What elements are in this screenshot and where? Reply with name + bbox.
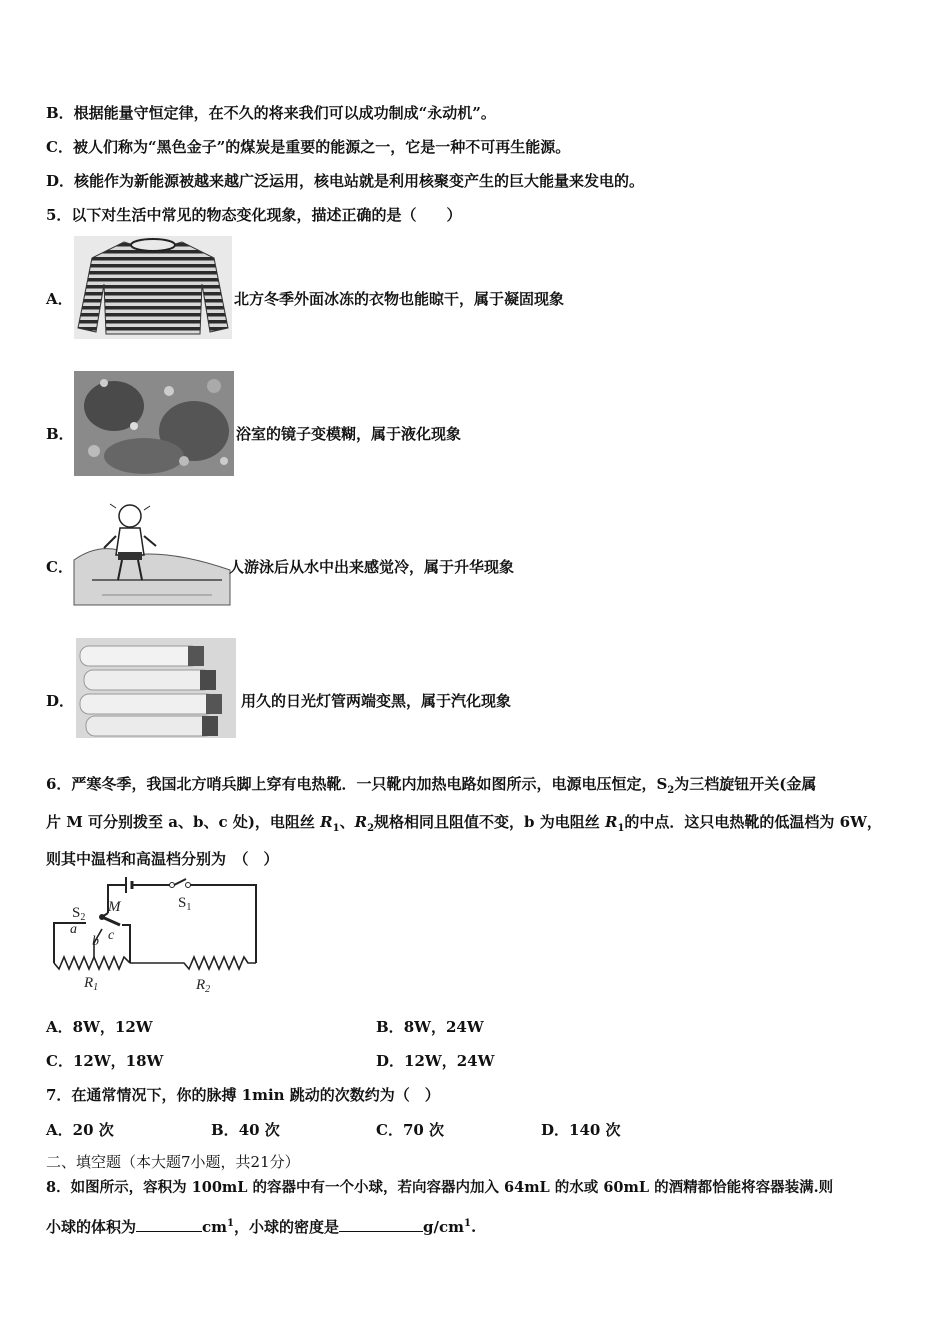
q7-answer-c: C．70 次 — [376, 1121, 445, 1139]
q7-answer-b: B．40 次 — [211, 1121, 280, 1139]
q7-stem: 7．在通常情况下，你的脉搏 1min 跳动的次数约为（ ） — [46, 1086, 440, 1104]
circuit-label-s1: S — [178, 895, 187, 911]
q6-answer-a: A．8W，12W — [46, 1018, 153, 1036]
circuit-label-c: c — [108, 928, 115, 943]
fluorescent-tubes-image — [76, 638, 236, 738]
q6-line-2: 片 M 可分别拨至 a、b、c 处)，电阻丝 $R_1$、$R_2$规格相同且阻值不变，b 为电阻丝 $R_1$的中点．这只电热靴的低温档为 6W， — [46, 813, 882, 834]
svg-text:S2: $S_2$ — [72, 905, 86, 923]
q5-option-a-text: 北方冬季外面冰冻的衣物也能晾干，属于凝固现象 — [234, 290, 565, 308]
q5-stem: 5．以下对生活中常见的物态变化现象，描述正确的是（ ） — [46, 206, 462, 224]
q6-answer-c: C．12W，18W — [46, 1052, 164, 1070]
q5-option-b-letter: B． — [46, 425, 74, 443]
q8-line-1: 8．如图所示，容积为 100mL 的容器中有一个小球，若向容器内加入 64mL 的水或 60mL 的酒精都恰能将容器装满.则 — [46, 1179, 834, 1196]
circuit-label-a: a — [70, 922, 77, 937]
svg-text:R1: $R_1$ — [84, 975, 99, 993]
q4-option-d: D．核能作为新能源被越来越广泛运用，核电站就是利用核聚变产生的巨大能量来发电的。 — [46, 172, 645, 190]
circuit-label-s2: S — [72, 905, 81, 921]
swimmer-cartoon-image — [72, 500, 232, 607]
circuit-label-b: b — [92, 934, 99, 949]
section-2-heading: 二、填空题（本大题7小题，共21分） — [46, 1153, 300, 1171]
q7-answer-d: D．140 次 — [541, 1121, 621, 1139]
q5-option-c-text: 人游泳后从水中出来感觉冷，属于升华现象 — [229, 558, 515, 576]
svg-text:S1: $S_1$ — [178, 895, 192, 913]
foggy-mirror-image — [74, 371, 234, 476]
q5-option-a-letter: A． — [46, 290, 73, 308]
q8-line-2: 小球的体积为 $cm^1$，小球的密度是 $g/cm^1$. — [46, 1218, 477, 1236]
q4-option-b: B．根据能量守恒定律，在不久的将来我们可以成功制成“永动机”。 — [46, 104, 496, 122]
circuit-label-r2: R — [196, 977, 206, 993]
q6-line-1: 6．严寒冬季，我国北方哨兵脚上穿有电热靴．一只靴内加热电路如图所示，电源电压恒定，$S_2$为三档旋钮开关(金属 — [46, 775, 817, 796]
sweater-image — [74, 236, 232, 339]
q5-option-d-letter: D． — [46, 692, 75, 710]
circuit-label-r1: R — [84, 975, 94, 991]
q8-blank-volume[interactable] — [136, 1217, 202, 1232]
circuit-label-m: M — [108, 899, 121, 915]
q8-blank-density[interactable] — [339, 1217, 423, 1232]
q5-option-b-text: 浴室的镜子变模糊，属于液化现象 — [236, 425, 462, 443]
q7-answer-a: A．20 次 — [46, 1121, 114, 1139]
svg-text:R2: $R_2$ — [196, 977, 211, 995]
circuit-diagram — [46, 873, 266, 998]
q4-option-c: C．被人们称为“黑色金子”的煤炭是重要的能源之一，它是一种不可再生能源。 — [46, 138, 571, 156]
q6-line-3: 则其中温档和高温档分别为 （ ） — [46, 850, 279, 868]
q6-answer-b: B．8W，24W — [376, 1018, 484, 1036]
q6-answer-d: D．12W，24W — [376, 1052, 495, 1070]
q5-option-c-letter: C． — [46, 558, 73, 576]
q5-option-d-text: 用久的日光灯管两端变黑，属于汽化现象 — [241, 692, 512, 710]
